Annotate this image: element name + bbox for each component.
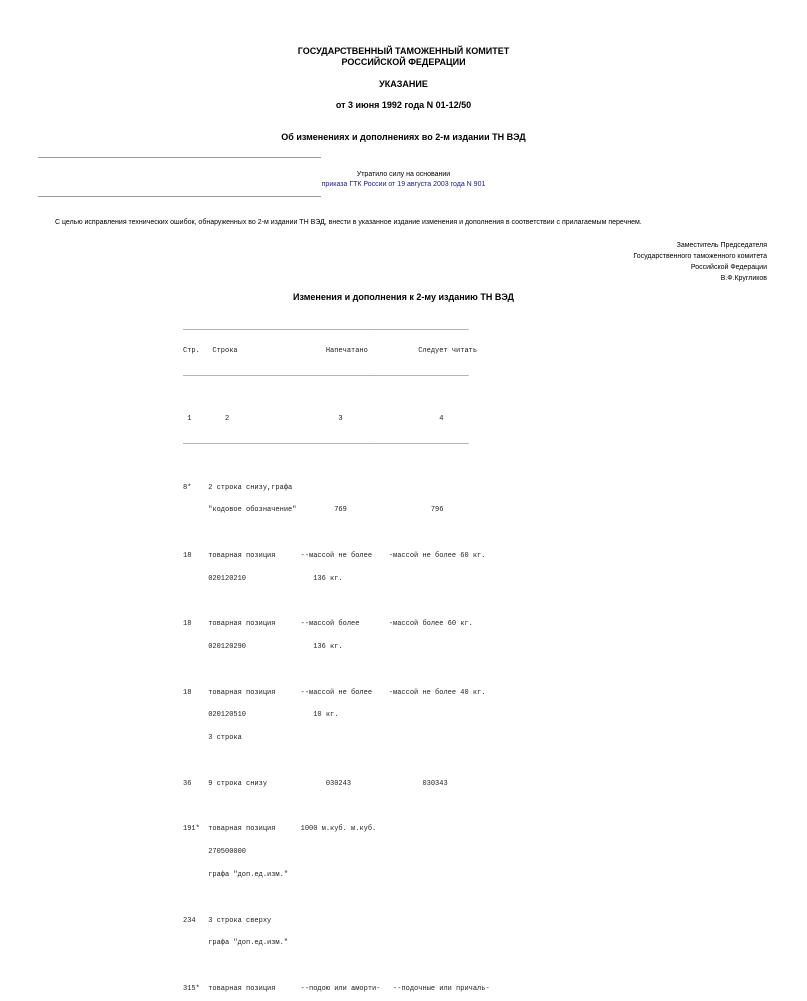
signature-block xyxy=(633,240,767,284)
table-line xyxy=(183,462,490,470)
document-title: Об изменениях и дополнениях во 2-м издании ТН ВЭД xyxy=(281,132,526,142)
table-line: 270500000 xyxy=(183,848,247,857)
table-line: 191* товарная позиция 1000 м.куб. м.куб. xyxy=(183,825,377,834)
table-line xyxy=(183,804,490,812)
document-date: от 3 июня 1992 года N 01-12/50 xyxy=(335,100,472,110)
table-line xyxy=(183,530,490,538)
table-line: 1 2 3 4 xyxy=(183,415,444,424)
signature-line-3: Российской Федерации xyxy=(690,264,767,271)
table-line xyxy=(183,758,490,766)
table-line: ____________________________________________________________________ xyxy=(183,438,469,447)
signature-line-1: Заместитель Председателя xyxy=(676,242,767,249)
table-line: 8* 2 строка снизу,графа xyxy=(183,483,293,492)
table-line: 315* товарная позиция --подою или аморти- --подочные или причаль- xyxy=(183,984,490,993)
table-line: графа "доп.ед.изм." xyxy=(183,939,289,948)
table-line: 18 товарная позиция --массой не более -массой не более 60 кг. xyxy=(183,552,486,560)
authority-line-1: ГОСУДАРСТВЕННЫЙ ТАМОЖЕННЫЙ КОМИТЕТ xyxy=(297,46,510,56)
table-line xyxy=(183,394,490,402)
divider-top xyxy=(38,157,321,158)
appendix-title: Изменения и дополнения к 2-му изданию ТН ВЭД xyxy=(293,292,514,302)
table-line xyxy=(183,599,490,607)
table-line: 18 товарная позиция --массой более -массой более 60 кг. xyxy=(183,620,473,629)
body-paragraph: С целью исправления технических ошибок, обнаруженных во 2-м издании ТН ВЭД, внести в указанное издание изменения и дополнения в соответствии с прилагаемым перечнем. xyxy=(55,219,642,226)
signature-line-2: Государственного таможенного комитета xyxy=(633,253,767,260)
authority-line-2: РОССИЙСКОЙ ФЕДЕРАЦИИ xyxy=(341,57,466,67)
table-line: 36 9 строка снизу 030243 030343 xyxy=(183,779,448,788)
status-text: Утратило силу на основании xyxy=(356,171,451,178)
table-line: 020120510 10 кг. xyxy=(183,711,339,720)
signature-line-4: В.Ф.Кругликов xyxy=(720,275,767,282)
table-line: "кодовое обозначение" 769 796 xyxy=(183,506,444,515)
table-line: 020120290 136 кг. xyxy=(183,643,343,652)
status-link-row xyxy=(0,181,807,188)
table-line: 020120210 136 кг. xyxy=(183,574,343,583)
divider-bottom xyxy=(38,196,321,197)
table-line xyxy=(183,667,490,675)
table-line: Стр. Строка Напечатано Следует читать xyxy=(183,346,478,355)
table-line xyxy=(183,963,490,971)
repeal-order-link[interactable]: приказа ГТК России от 19 августа 2003 года N 901 xyxy=(321,181,486,188)
table-line: 3 строка xyxy=(183,734,242,743)
table-line: ____________________________________________________________________ xyxy=(183,369,469,378)
table-line: ____________________________________________________________________ xyxy=(183,324,469,333)
table-line xyxy=(183,895,490,903)
table-line: 18 товарная позиция --массой не более -массой не более 40 кг. xyxy=(183,688,486,697)
document-type: УКАЗАНИЕ xyxy=(379,79,428,89)
table-line: графа "доп.ед.изм." xyxy=(183,870,289,879)
changes-table xyxy=(183,310,490,1001)
table-line: 234 3 строка сверху xyxy=(183,916,272,925)
